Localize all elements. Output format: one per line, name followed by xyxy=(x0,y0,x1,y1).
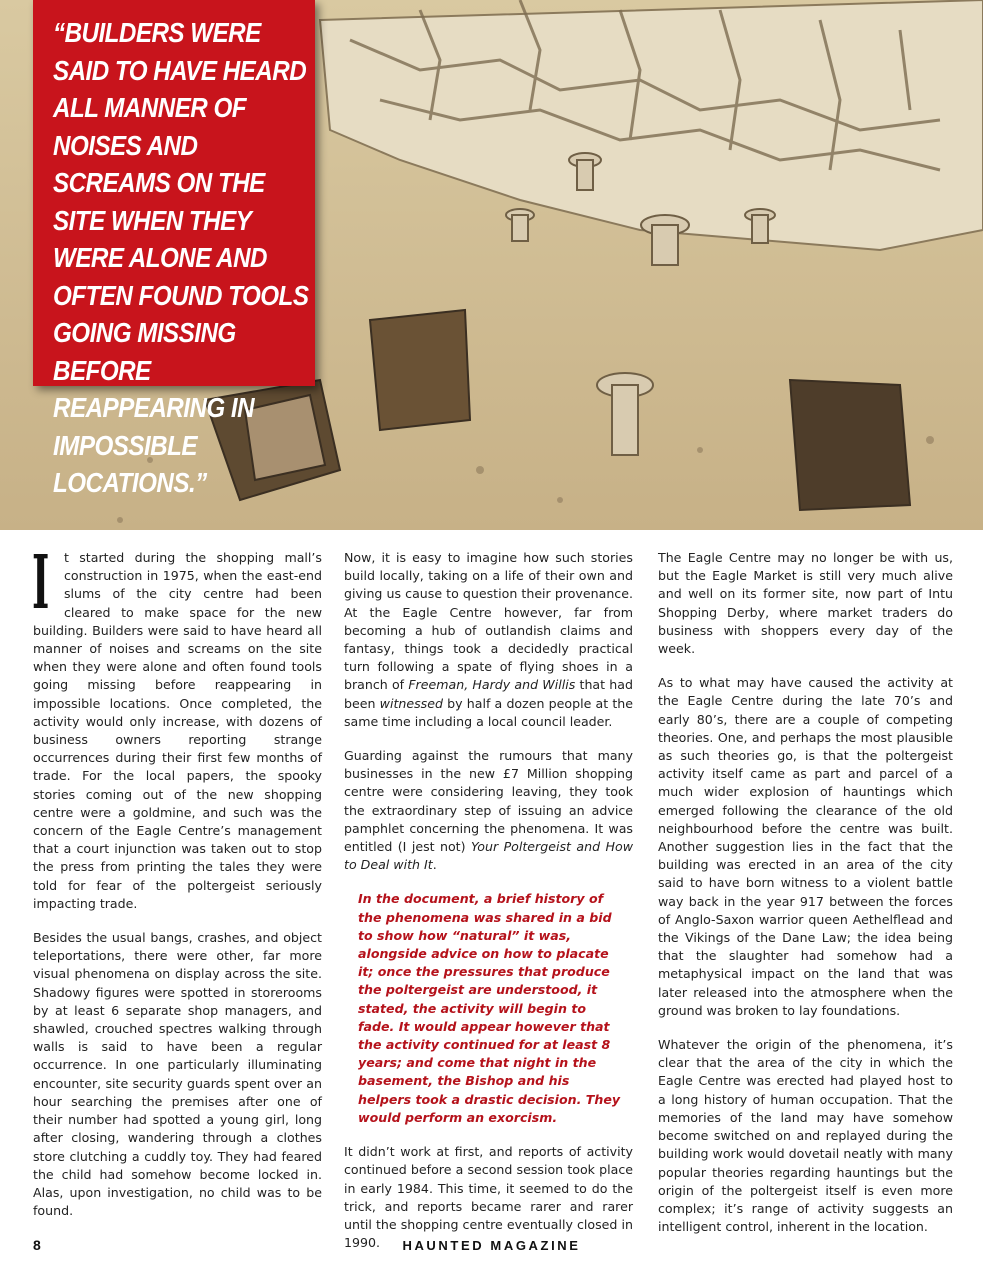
theories-paragraph: As to what may have caused the activity at the Eagle Centre during the late 70’s and early 80’s, there are a couple of competing theories. One, and perhaps the most plausible as such theories go, is that the poltergeist activity itself came as part and parcel of a much wider explosion of hauntings which emerged following the clearance of the old neighbourhood before the centre was built. Another suggestion lies in the fact that the building was erected in an area of the city said to have born witness to a violent battle way back in the year 917 between the forces of Anglo-Saxon warrior queen Aethelflead and the Vikings of the Dane Law; the idea being that the slaughter had somehow had a metaphysical impact on the land that was later released into the atmosphere when the ground was broken to lay foundations. xyxy=(658,675,953,1018)
headline-quote-box xyxy=(33,0,315,498)
article-column-1 xyxy=(32,540,322,1236)
pamphlet-title: Your Poltergeist and How to Deal with It xyxy=(344,839,633,873)
drop-cap: I xyxy=(32,540,50,626)
eagle-market-paragraph: The Eagle Centre may no longer be with us, but the Eagle Market is still very much alive and well on its former site, now part of Intu Shopping Derby, where market traders do business with shoppers every day of the week. xyxy=(658,550,953,657)
text-run: by half a dozen people at the same time including a local council leader. xyxy=(344,695,633,729)
intro-text: t started during the shopping mall’s construction in 1975, when the east-end slums of the city centre had been cleared to make space for the new building. Builders were said to have heard all manner of noises and screams on the site when they were alone and often found tools going missing before reappearing in impossible locations. Once completed, the activity would only increase, with dozens of business owners reporting strange occurrences during their first few months of trade. For the local papers, the spooky stories coming out of the new shopping centre were a goldmine, and such was the concern of the Eagle Centre’s management that a court injunction was taken out to stop the press from printing the tales they were told for fear of the poltergeist seriously impacting trade. xyxy=(33,550,322,911)
text-run: Guarding against the rumours that many businesses in the new £7 Million shopping centre were considering leaving, they took the extraordinary step of issuing an advice pamphlet concerning the phenomena. It was entitled (I jest not) xyxy=(344,748,633,855)
phenomena-paragraph: Besides the usual bangs, crashes, and object teleportations, there were other, far more visual phenomena on display across the site. Shadowy figures were spotted in storerooms by at least 6 separate shop managers, and shawled, crouched spectres walking through walls is said to have been a regular occurrence. In one particularly illuminating encounter, site security guards spent over an hour searching the premises after one of their number had spotted a young girl, long after closing, wandering through a clothes store clutching a cuddly toy. They had feared the child had somehow become locked in. Alas, upon investigation, no child was to be found. xyxy=(33,930,322,1219)
pull-quote: In the document, a brief history of the phenomena was shared in a bid to show how “natural” it was, alongside advice on how to placate it; once the pressures that produce the poltergeist are understood, it stated, the activity will begin to fade. It would appear however that the activity continued for at least 8 years; and come that night in the basement, the Bishop and his helpers took a drastic decision. They would perform an exorcism. xyxy=(358,891,621,1125)
text-run: that had been xyxy=(344,677,633,711)
magazine-name: HAUNTED MAGAZINE xyxy=(402,1238,581,1253)
store-name: Freeman, Hardy and Willis xyxy=(408,677,576,693)
text-run: Now, it is easy to imagine how such stories build locally, taking on a life of their own and giving us cause to question their provenance. At the Eagle Centre however, far from becoming a hub of outlandish claims and fantasy, things took a decidedly practical turn following a spate of flying shoes in a branch of xyxy=(344,550,633,693)
pamphlet-paragraph xyxy=(344,747,633,874)
intro-paragraph xyxy=(32,540,322,913)
exorcism-paragraph: It didn’t work at first, and reports of activity continued before a second session took place in early 1984. This time, it seemed to do the trick, and reports became rarer and rarer until the shopping centre eventually closed in 1990. xyxy=(344,1144,633,1251)
emphasis-word: witnessed xyxy=(379,695,443,711)
conclusion-paragraph: Whatever the origin of the phenomena, it’s clear that the area of the city in which the Eagle Centre was erected had played host to a long history of human occupation. That the memories of the land may have somehow become switched on and replayed during the building work would dovetail neatly with many popular theories regarding hauntings but the origin of the poltergeist itself is even more complex; it’s range of activity suggests an intelligent control, inherent in the location. xyxy=(658,1037,953,1235)
article-column-2 xyxy=(344,549,633,1268)
local-stories-paragraph xyxy=(344,549,633,731)
text-run: . xyxy=(432,857,437,873)
article-column-3 xyxy=(658,549,953,1252)
page-number: 8 xyxy=(33,1237,41,1253)
headline-quote: “BUILDERS WERE SAID TO HAVE HEARD ALL MANNER OF NOISES AND SCREAMS ON THE SITE WHEN THEY WERE ALONE AND OFTEN FOUND TOOLS GOING MISSING BEFORE REAPPEARING IN IMPOSSIBLE LOCATIONS.” xyxy=(53,17,309,498)
